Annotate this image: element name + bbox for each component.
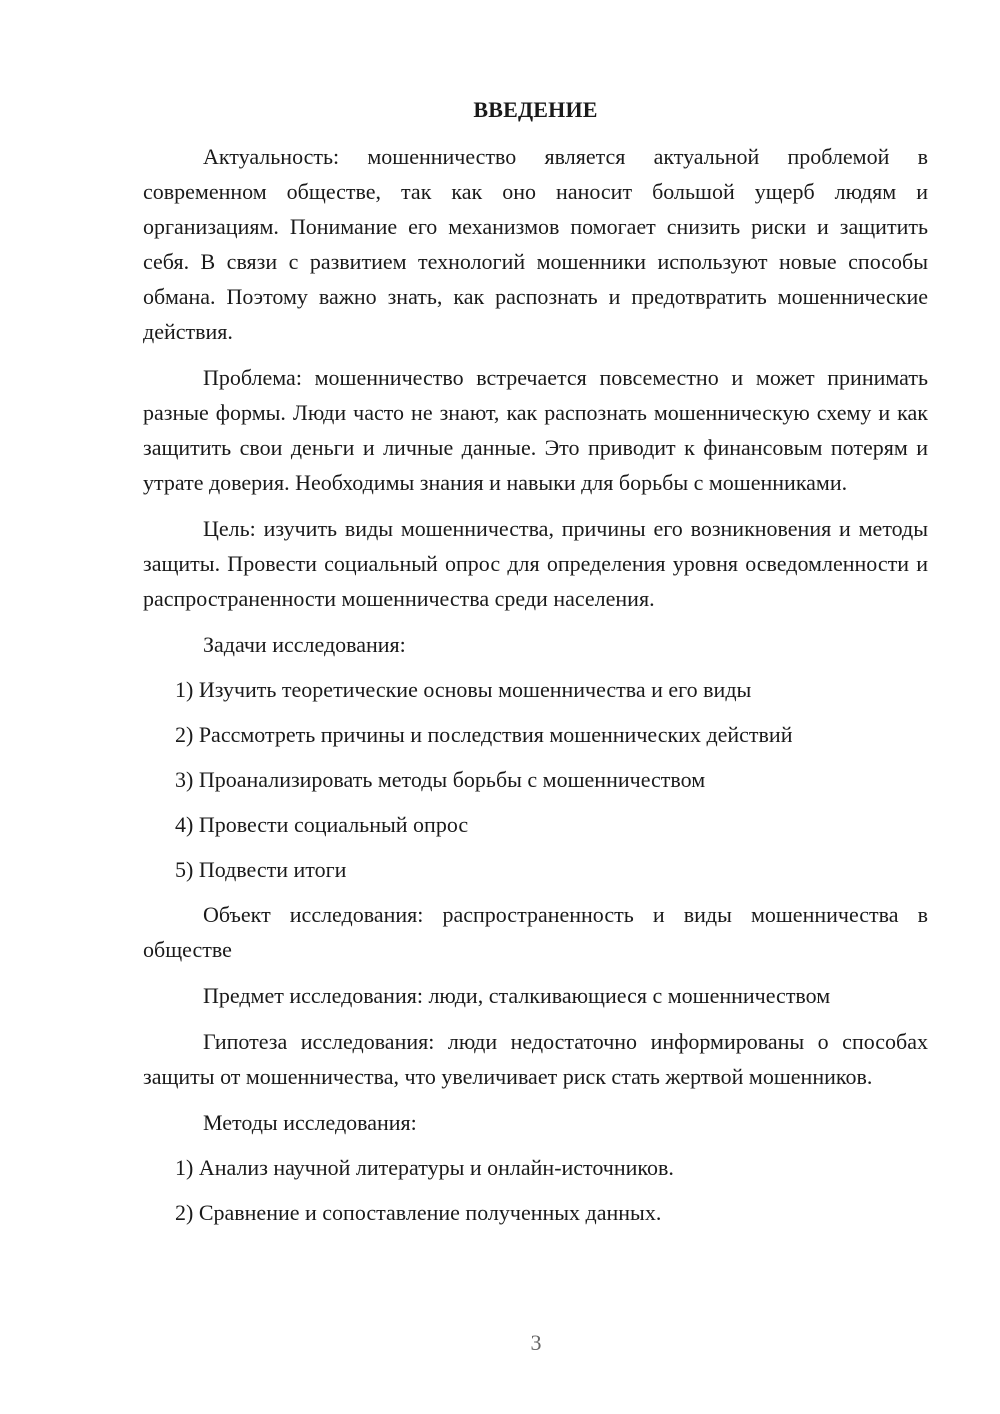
list-item: 1) Изучить теоретические основы мошенничества и его виды [175, 677, 752, 702]
tasks-list [143, 672, 928, 887]
list-item: 4) Провести социальный опрос [175, 812, 469, 837]
list-item: 5) Подвести итоги [175, 857, 347, 882]
list-item: 2) Рассмотреть причины и последствия мошеннических действий [175, 722, 793, 747]
object-paragraph: Объект исследования: распространенность и виды мошенничества в обществе [143, 902, 928, 962]
page-content [143, 92, 928, 1240]
list-item: 1) Анализ научной литературы и онлайн-источников. [175, 1155, 674, 1180]
section-title: ВВЕДЕНИЕ [473, 97, 598, 122]
relevance-paragraph: Актуальность: мошенничество является актуальной проблемой в современном обществе, так как оно наносит большой ущерб людям и организациям. Понимание его механизмов помогает снизить риски и защитить себя. В связи с развитием технологий мошенники используют новые способы обмана. Поэтому важно знать, как распознать и предотвратить мошеннические действия. [143, 144, 928, 344]
problem-paragraph: Проблема: мошенничество встречается повсеместно и может принимать разные формы. Люди часто не знают, как распознать мошенническую схему и как защитить свои деньги и личные данные. Это приводит к финансовым потерям и утрате доверия. Необходимы знания и навыки для борьбы с мошенниками. [143, 365, 928, 495]
goal-paragraph: Цель: изучить виды мошенничества, причины его возникновения и методы защиты. Провести социальный опрос для определения уровня осведомленности и распространенности мошенничества среди населения. [143, 516, 928, 611]
methods-list [143, 1150, 928, 1230]
list-item: 3) Проанализировать методы борьбы с мошенничеством [175, 767, 706, 792]
list-item: 2) Сравнение и сопоставление полученных данных. [175, 1200, 662, 1225]
subject-paragraph: Предмет исследования: люди, сталкивающиеся с мошенничеством [203, 983, 831, 1008]
page-number: 3 [530, 1330, 542, 1355]
hypothesis-paragraph: Гипотеза исследования: люди недостаточно информированы о способах защиты от мошенничества, что увеличивает риск стать жертвой мошенников. [143, 1029, 928, 1089]
tasks-heading: Задачи исследования: [203, 632, 406, 657]
methods-heading: Методы исследования: [203, 1110, 417, 1135]
